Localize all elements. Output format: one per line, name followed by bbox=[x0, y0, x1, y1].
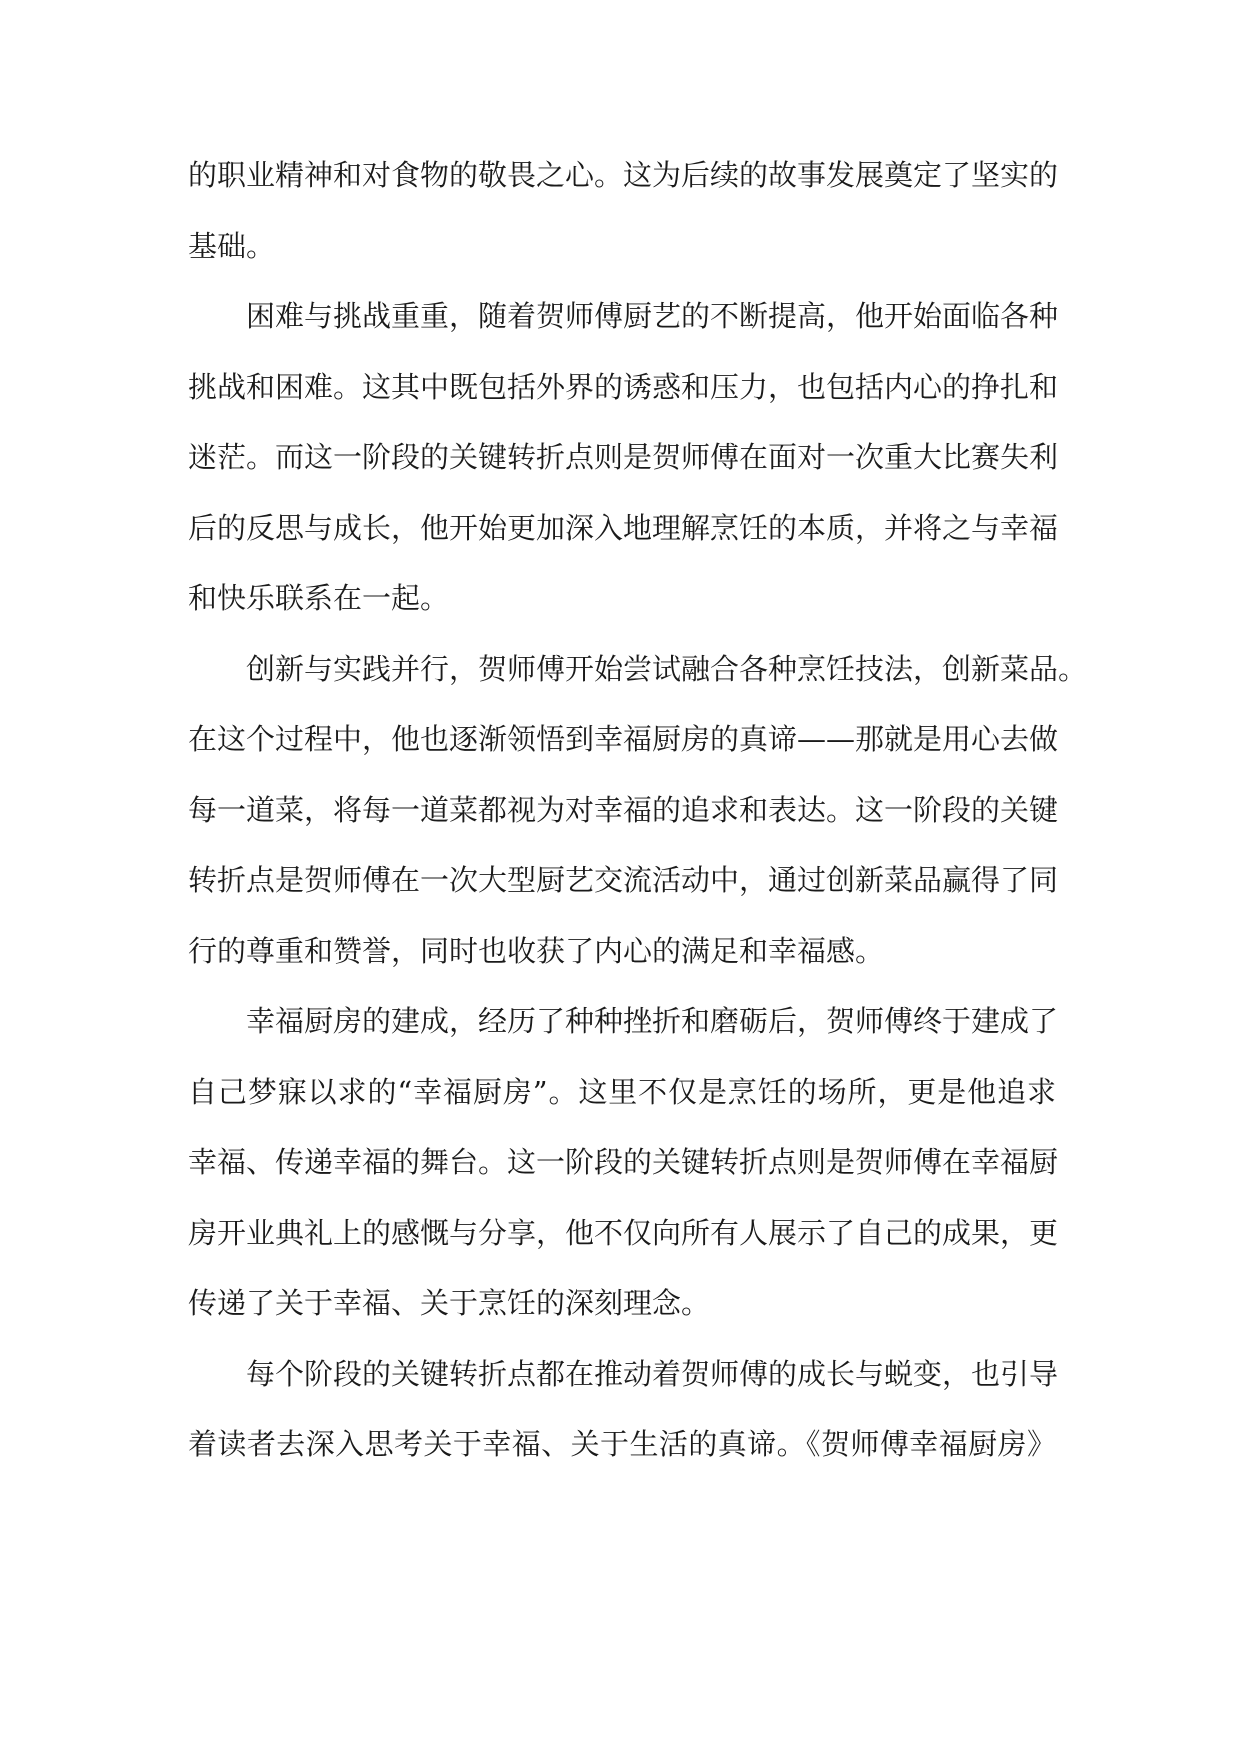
text-line: 迷茫。而这一阶段的关键转折点则是贺师傅在面对一次重大比赛失利 bbox=[188, 440, 1059, 474]
text-line: 自己梦寐以求的“幸福厨房”。这里不仅是烹饪的场所，更是他追求 bbox=[188, 1074, 1056, 1109]
text-line: 幸福厨房的建成，经历了种种挫折和磨砺后，贺师傅终于建成了 bbox=[246, 1004, 1059, 1038]
document-body bbox=[188, 140, 1088, 1480]
text-line: 和快乐联系在一起。 bbox=[188, 581, 450, 615]
text-line: 后的反思与成长，他开始更加深入地理解烹饪的本质，并将之与幸福 bbox=[188, 510, 1059, 545]
text-line: 着读者去深入思考关于幸福、关于生活的真谛。《贺师傅幸福厨房》 bbox=[188, 1427, 1056, 1461]
paragraph-2 bbox=[188, 281, 1059, 634]
text-line: 每个阶段的关键转折点都在推动着贺师傅的成长与蜕变，也引导 bbox=[246, 1356, 1059, 1391]
text-line: 困难与挑战重重，随着贺师傅厨艺的不断提高，他开始面临各种 bbox=[246, 299, 1059, 333]
paragraph-1 bbox=[188, 140, 1059, 281]
text-line: 转折点是贺师傅在一次大型厨艺交流活动中，通过创新菜品赢得了同 bbox=[188, 863, 1059, 897]
text-line: 的职业精神和对食物的敬畏之心。这为后续的故事发展奠定了坚实的 bbox=[188, 158, 1059, 192]
text-line: 房开业典礼上的感慨与分享，他不仅向所有人展示了自己的成果，更 bbox=[188, 1215, 1059, 1250]
text-line: 幸福、传递幸福的舞台。这一阶段的关键转折点则是贺师傅在幸福厨 bbox=[188, 1145, 1059, 1179]
text-line: 挑战和困难。这其中既包括外界的诱惑和压力，也包括内心的挣扎和 bbox=[188, 369, 1059, 404]
paragraph-5 bbox=[188, 1339, 1059, 1480]
paragraph-3 bbox=[188, 634, 1088, 987]
text-line: 传递了关于幸福、关于烹饪的深刻理念。 bbox=[188, 1286, 711, 1320]
text-line: 行的尊重和赞誉，同时也收获了内心的满足和幸福感。 bbox=[188, 933, 885, 968]
text-line: 创新与实践并行，贺师傅开始尝试融合各种烹饪技法，创新菜品。 bbox=[246, 651, 1088, 686]
text-line: 每一道菜，将每一道菜都视为对幸福的追求和表达。这一阶段的关键 bbox=[188, 792, 1059, 827]
text-line: 在这个过程中，他也逐渐领悟到幸福厨房的真谛——那就是用心去做 bbox=[188, 722, 1059, 756]
paragraph-4 bbox=[188, 986, 1059, 1339]
text-line: 基础。 bbox=[188, 228, 276, 263]
